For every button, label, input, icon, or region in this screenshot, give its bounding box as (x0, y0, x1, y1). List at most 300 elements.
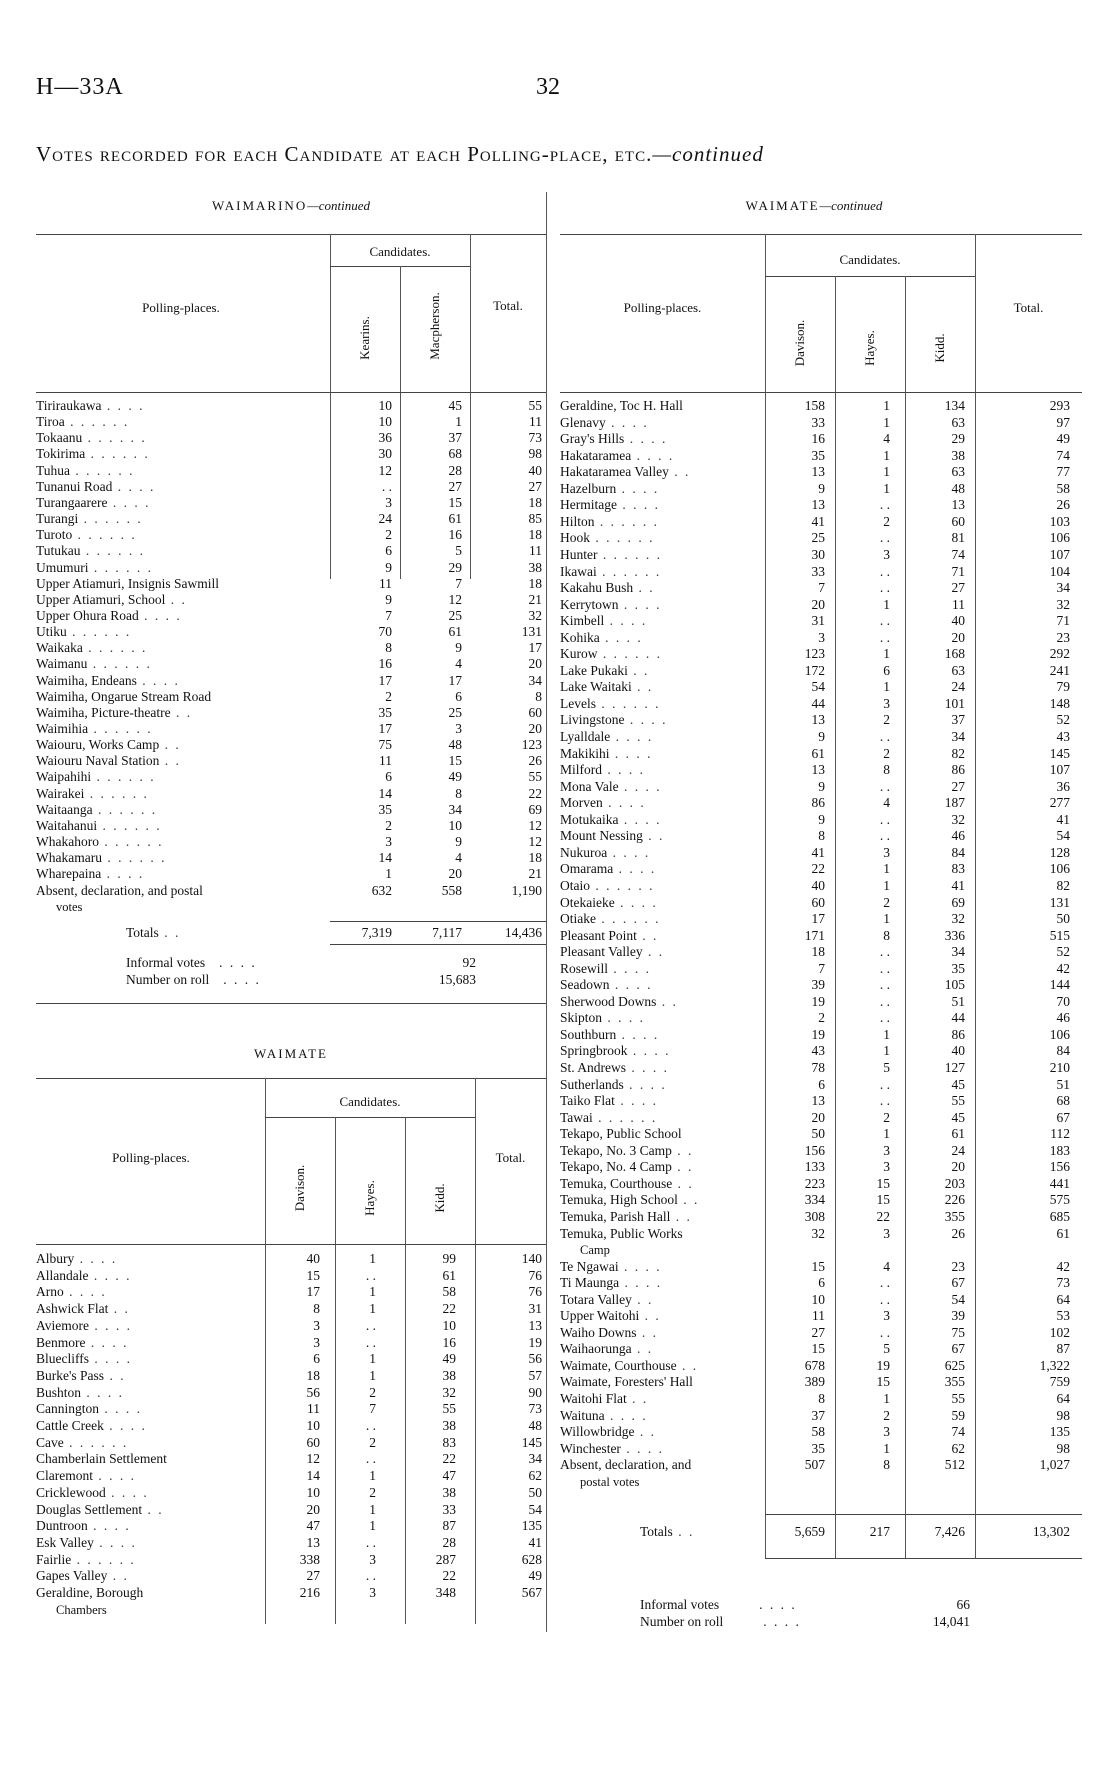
polling-place-name: Lake Waitaki . . (560, 679, 654, 695)
total-votes: 84 (1056, 1043, 1070, 1059)
kidd-votes: 27 (951, 580, 965, 596)
davison-votes: 10 (306, 1484, 320, 1500)
table-row (560, 712, 1082, 728)
table-row (36, 1368, 546, 1384)
polling-place-name: Benmore . . . . (36, 1334, 129, 1350)
polling-place-name: Otekaieke . . . . (560, 894, 658, 910)
table-row (560, 1027, 1082, 1043)
polling-place-name: Waimate, Courthouse . . (560, 1357, 699, 1373)
total-votes: 85 (528, 511, 542, 527)
macpherson-votes: 61 (448, 624, 462, 640)
kidd-votes: 105 (944, 977, 965, 993)
polling-places-header: Polling-places. (142, 300, 220, 315)
total-votes: 18 (528, 527, 542, 543)
davison-votes: 86 (811, 795, 825, 811)
polling-place-name: Utiku . . . . . . (36, 624, 132, 640)
hayes-votes: . . (365, 1418, 376, 1433)
hayes-votes: 1 (883, 414, 890, 430)
hayes-header-3: Hayes. (862, 330, 877, 366)
rule (330, 921, 546, 922)
kearins-votes: 2 (385, 527, 392, 543)
davison-votes: 13 (811, 762, 825, 778)
hayes-votes: 2 (883, 894, 890, 910)
davison-votes: 8 (313, 1301, 320, 1317)
total-votes: 17 (528, 640, 542, 656)
hayes-votes: 8 (883, 1457, 890, 1473)
kidd-votes: 35 (951, 960, 965, 976)
polling-place-name: Ikawai . . . . . . (560, 563, 662, 579)
polling-place-name: Cannington . . . . (36, 1401, 142, 1417)
kearins-votes: 7 (385, 607, 392, 623)
hayes-votes: 2 (369, 1384, 376, 1400)
kidd-votes: 47 (442, 1468, 456, 1484)
kidd-votes: 37 (951, 712, 965, 728)
page-number: 32 (536, 74, 560, 100)
hayes-votes: 22 (876, 1208, 890, 1224)
macpherson-votes: 6 (455, 688, 462, 704)
table-row (36, 1568, 546, 1584)
davison-votes: 11 (812, 1308, 825, 1324)
polling-place-name: Ashwick Flat . . (36, 1301, 130, 1317)
macpherson-votes: 10 (448, 817, 462, 833)
table-row (36, 1351, 546, 1367)
kearins-votes: 2 (385, 688, 392, 704)
kidd-votes: 63 (951, 414, 965, 430)
total-votes: 36 (1056, 778, 1070, 794)
davison-votes: 20 (811, 596, 825, 612)
total-votes: 183 (1049, 1142, 1070, 1158)
total-votes: 73 (528, 1401, 542, 1417)
total-votes: 52 (1056, 712, 1070, 728)
kidd-votes: 16 (442, 1334, 456, 1350)
kidd-votes: 49 (442, 1351, 456, 1367)
hayes-votes: . . (879, 960, 890, 976)
hayes-votes: 2 (369, 1434, 376, 1450)
hayes-votes: 1 (883, 447, 890, 463)
kidd-votes: 625 (944, 1357, 965, 1373)
total-votes: 55 (528, 769, 542, 785)
polling-place-name: Nukuroa . . . . (560, 844, 651, 860)
kearins-votes: 30 (378, 446, 392, 462)
table-row (36, 883, 546, 899)
macpherson-votes: 5 (455, 543, 462, 559)
total-votes: 12 (528, 834, 542, 850)
macpherson-votes: 1 (455, 414, 462, 430)
hayes-votes: 1 (883, 464, 890, 480)
table-row (36, 608, 546, 624)
polling-place-name: Morven . . . . (560, 795, 646, 811)
polling-place-name: Winchester . . . . (560, 1440, 664, 1456)
table-row (560, 415, 1082, 431)
hayes-votes: . . (879, 828, 890, 844)
polling-place-name: Lyalldale . . . . (560, 729, 654, 744)
kidd-votes: 63 (951, 464, 965, 480)
hayes-votes: 1 (883, 877, 890, 893)
hayes-votes: . . (879, 497, 890, 513)
hayes-votes: 2 (883, 712, 890, 728)
total-votes: 98 (1056, 1440, 1070, 1456)
total-votes: 148 (1049, 695, 1070, 711)
total-votes: 50 (1056, 911, 1070, 927)
kidd-votes: 10 (442, 1317, 456, 1333)
table-row (560, 895, 1082, 911)
table-row (560, 398, 1082, 414)
polling-place-name: Tiriraukawa . . . . (36, 398, 145, 413)
hayes-votes: . . (879, 1291, 890, 1307)
hayes-votes: . . (365, 1534, 376, 1550)
polling-place-name: Temuka, Parish Hall . . (560, 1208, 692, 1224)
table-row (560, 845, 1082, 861)
total-votes: 685 (1049, 1208, 1070, 1224)
total-votes: 69 (528, 801, 542, 817)
polling-place-name: Springbrook . . . . (560, 1043, 671, 1059)
davison-votes: 15 (811, 1258, 825, 1274)
macpherson-votes: 45 (448, 398, 462, 413)
davison-votes: 22 (811, 861, 825, 877)
polling-place-name: Upper Ohura Road . . . . (36, 607, 182, 623)
total-votes: 41 (1056, 811, 1070, 827)
davison-votes: 12 (306, 1451, 320, 1467)
hayes-votes: 8 (883, 762, 890, 778)
hayes-votes: . . (365, 1317, 376, 1333)
kidd-votes: 39 (951, 1308, 965, 1324)
hayes-votes: 1 (369, 1501, 376, 1517)
table-row (36, 834, 546, 850)
polling-place-name: Gray's Hills . . . . (560, 431, 668, 447)
polling-place-name: Kurow . . . . . . (560, 646, 662, 662)
davison-votes: 172 (804, 662, 825, 678)
total-votes: 74 (1056, 447, 1070, 463)
polling-place-name: Skipton . . . . (560, 1010, 646, 1026)
total-votes: 55 (528, 398, 542, 413)
hayes-votes: . . (879, 613, 890, 629)
kidd-votes: 34 (951, 944, 965, 960)
hayes-votes: . . (879, 1093, 890, 1109)
kidd-votes: 83 (951, 861, 965, 877)
kidd-votes: 23 (951, 1258, 965, 1274)
total-votes: 241 (1049, 662, 1070, 678)
hayes-votes: 6 (883, 662, 890, 678)
davison-votes: 3 (313, 1317, 320, 1333)
total-votes: 98 (528, 446, 542, 462)
kearins-votes: 6 (385, 769, 392, 785)
polling-place-name: Upper Waitohi . . (560, 1308, 661, 1324)
davison-votes: 47 (306, 1518, 320, 1534)
kidd-votes: 20 (951, 629, 965, 645)
total-votes: 32 (1056, 596, 1070, 612)
davison-votes: 37 (811, 1407, 825, 1423)
polling-place-name: Turoto . . . . . . (36, 527, 137, 543)
davison-votes: 9 (818, 778, 825, 794)
table-row (560, 729, 1082, 745)
polling-place-name: Livingstone . . . . (560, 712, 668, 728)
davison-votes: 35 (811, 1440, 825, 1456)
hayes-votes: 1 (883, 596, 890, 612)
kidd-votes: 55 (951, 1391, 965, 1406)
rule (36, 392, 546, 393)
polling-place-name: Hunter . . . . . . (560, 546, 662, 562)
total-votes: 11 (529, 414, 542, 430)
polling-place-name: Tunanui Road . . . . (36, 478, 156, 494)
kidd-votes: 22 (442, 1301, 456, 1317)
table-row (36, 1502, 546, 1518)
kidd-votes: 99 (442, 1251, 456, 1266)
table-row (36, 1535, 546, 1551)
rule (36, 1003, 546, 1004)
davison-votes: 41 (811, 844, 825, 860)
total-votes: 31 (528, 1301, 542, 1317)
kidd-votes: 134 (944, 398, 965, 413)
kidd-votes: 54 (951, 1291, 965, 1307)
total-votes: 567 (521, 1585, 542, 1600)
polling-place-name: Upper Atiamuri, Insignis Sawmill (36, 575, 219, 591)
macpherson-votes: 49 (448, 769, 462, 785)
polling-place-name: Temuka, Public Works (560, 1225, 683, 1241)
kidd-votes: 61 (442, 1267, 456, 1283)
total-votes: 759 (1049, 1374, 1070, 1390)
table-row (560, 828, 1082, 844)
polling-place-name: Tokaanu . . . . . . (36, 430, 147, 446)
polling-place-name: Ti Maunga . . . . (560, 1275, 663, 1291)
hayes-votes: 19 (876, 1357, 890, 1373)
kidd-votes: 59 (951, 1407, 965, 1423)
total-votes: 103 (1049, 513, 1070, 529)
hayes-votes: 1 (369, 1251, 376, 1266)
table-row (36, 1268, 546, 1284)
total-votes: 106 (1049, 530, 1070, 546)
table-row (36, 721, 546, 737)
polling-place-name: Waimiha, Endeans . . . . (36, 672, 180, 688)
polling-place-name: Turangaarere . . . . (36, 494, 151, 510)
polling-place-name: Motukaika . . . . (560, 811, 662, 827)
hayes-votes: . . (365, 1451, 376, 1467)
rule (765, 1558, 1082, 1559)
macpherson-votes: 3 (455, 721, 462, 736)
kidd-votes: 82 (951, 745, 965, 761)
polling-place-name: Otaio . . . . . . (560, 877, 655, 893)
davison-votes: 171 (804, 927, 825, 943)
kearins-votes: 24 (378, 511, 392, 527)
table-row (560, 497, 1082, 513)
total-votes: 292 (1049, 646, 1070, 662)
davison-votes: 2 (818, 1010, 825, 1026)
total-votes: 98 (1056, 1407, 1070, 1423)
polling-place-name: Willowbridge . . (560, 1424, 656, 1440)
hayes-votes: 1 (883, 1026, 890, 1042)
kidd-header: Kidd. (432, 1183, 447, 1213)
kidd-votes: 55 (951, 1093, 965, 1109)
davison-votes: 41 (811, 513, 825, 529)
total-votes: 140 (521, 1251, 542, 1266)
kidd-votes: 32 (442, 1384, 456, 1400)
hayes-votes: 2 (883, 1407, 890, 1423)
total-votes: 48 (528, 1418, 542, 1433)
kidd-votes: 41 (951, 877, 965, 893)
total-votes: 135 (521, 1518, 542, 1534)
davison-votes: 10 (306, 1418, 320, 1433)
table-row (560, 1093, 1082, 1109)
davison-votes: 20 (306, 1501, 320, 1517)
total-votes: 60 (528, 704, 542, 720)
waimate-continued-title: WAIMATE—continued (745, 198, 883, 213)
hayes-votes: 1 (883, 911, 890, 927)
davison-votes: 18 (811, 944, 825, 960)
davison-votes: 35 (811, 447, 825, 463)
total-votes: 97 (1056, 414, 1070, 430)
column-divider (546, 192, 547, 1632)
table-row (560, 928, 1082, 944)
polling-place-name: Tokirima . . . . . . (36, 446, 150, 462)
hayes-votes: . . (879, 1275, 890, 1291)
table-row (36, 656, 546, 672)
candidates-header: Candidates. (369, 244, 431, 259)
kearins-votes: 9 (385, 559, 392, 575)
table-row (36, 753, 546, 769)
table-row (560, 994, 1082, 1010)
total-votes: 43 (1056, 729, 1070, 744)
polling-place-name: Pleasant Point . . (560, 927, 659, 943)
hayes-votes: 15 (876, 1175, 890, 1191)
candidates-header-3: Candidates. (839, 252, 901, 267)
kearins-votes: 17 (378, 721, 392, 736)
rule (36, 1078, 546, 1079)
kidd-votes: 287 (435, 1551, 456, 1567)
table-row (560, 1374, 1082, 1390)
table-row (560, 1126, 1082, 1142)
total-votes: 42 (1056, 960, 1070, 976)
macpherson-votes: 4 (455, 656, 462, 672)
polling-place-name: Waipahihi . . . . . . (36, 769, 156, 785)
total-votes: 26 (1056, 497, 1070, 513)
polling-place-name: Tekapo, No. 3 Camp . . (560, 1142, 694, 1158)
table-row (560, 1441, 1082, 1457)
polling-place-name: Mount Nessing . . (560, 828, 665, 844)
polling-place-name: Hermitage . . . . (560, 497, 660, 513)
hayes-votes: . . (879, 629, 890, 645)
kidd-votes: 87 (442, 1518, 456, 1534)
table-row (560, 1010, 1082, 1026)
kearins-votes: 3 (385, 494, 392, 510)
kidd-votes: 26 (951, 1225, 965, 1241)
hayes-votes: 3 (883, 695, 890, 711)
polling-place-name: Umumuri . . . . . . (36, 559, 153, 575)
total-votes: 145 (1049, 745, 1070, 761)
polling-place-name: Geraldine, Borough (36, 1585, 144, 1600)
kidd-votes: 74 (951, 546, 965, 562)
total-votes: 107 (1049, 546, 1070, 562)
kearins-votes: 36 (378, 430, 392, 446)
table-row (36, 673, 546, 689)
hayes-votes: 2 (883, 513, 890, 529)
kidd-votes: 32 (951, 911, 965, 927)
table-row (560, 878, 1082, 894)
davison-votes: 8 (818, 828, 825, 844)
davison-votes: 13 (811, 712, 825, 728)
table-row (560, 597, 1082, 613)
total-votes: 13 (528, 1317, 542, 1333)
kidd-votes: 24 (951, 1142, 965, 1158)
polling-place-name: Claremont . . . . (36, 1468, 136, 1484)
total-votes: 34 (528, 672, 542, 688)
hayes-votes: . . (879, 563, 890, 579)
polling-place-name: Fairlie . . . . . . (36, 1551, 136, 1567)
table-row (36, 1251, 546, 1267)
table-row (560, 1308, 1082, 1324)
table-row (560, 1192, 1082, 1208)
kidd-votes: 84 (951, 844, 965, 860)
davison-votes: 44 (811, 695, 825, 711)
davison-votes: 10 (811, 1291, 825, 1307)
polling-place-name: Waimate, Foresters' Hall (560, 1374, 693, 1390)
rule (330, 944, 546, 945)
kidd-votes: 62 (951, 1440, 965, 1456)
davison-votes: 15 (306, 1267, 320, 1283)
hayes-votes: 1 (883, 861, 890, 877)
hayes-votes: 15 (876, 1374, 890, 1390)
total-votes: 145 (521, 1434, 542, 1450)
polling-place-name: Hakataramea Valley . . (560, 464, 691, 480)
total-votes: 79 (1056, 679, 1070, 695)
polling-place-name: Wharepaina . . . . (36, 866, 145, 882)
total-votes: 41 (528, 1534, 542, 1550)
macpherson-votes: 34 (448, 801, 462, 817)
davison-votes: 6 (818, 1275, 825, 1291)
table-row (560, 1275, 1082, 1291)
kearins-votes: 17 (378, 672, 392, 688)
total-votes: 34 (1056, 580, 1070, 596)
macpherson-votes: 37 (448, 430, 462, 446)
polling-place-name: Sherwood Downs . . (560, 993, 678, 1009)
total-votes: 49 (528, 1568, 542, 1584)
davison-votes: 60 (811, 894, 825, 910)
kearins-votes: 14 (378, 850, 392, 866)
table-row (560, 663, 1082, 679)
kidd-votes: 203 (944, 1175, 965, 1191)
table-row (36, 689, 546, 705)
total-votes: 128 (1049, 844, 1070, 860)
davison-votes: 338 (299, 1551, 320, 1567)
kidd-votes: 355 (944, 1374, 965, 1390)
kidd-votes: 33 (442, 1501, 456, 1517)
polling-place-name: Makikihi . . . . (560, 745, 653, 761)
macpherson-votes: 27 (448, 478, 462, 494)
kearins-votes: 1 (385, 866, 392, 882)
kidd-votes: 45 (951, 1076, 965, 1092)
table-row (36, 479, 546, 495)
kearins-votes: 75 (378, 737, 392, 753)
table-row (560, 1457, 1082, 1473)
polling-place-name: postal votes (580, 1474, 640, 1489)
davison-votes: 7 (818, 960, 825, 976)
davison-votes: 158 (804, 398, 825, 413)
total-votes: 277 (1049, 795, 1070, 811)
kidd-votes: 58 (442, 1284, 456, 1300)
total-votes: 106 (1049, 1026, 1070, 1042)
kidd-votes: 61 (951, 1126, 965, 1142)
davison-votes: 18 (306, 1367, 320, 1383)
davison-votes: 11 (307, 1401, 320, 1417)
davison-votes: 123 (804, 646, 825, 662)
davison-votes: 17 (306, 1284, 320, 1300)
table-row (560, 696, 1082, 712)
davison-votes: 9 (818, 480, 825, 496)
hayes-votes: 1 (883, 1126, 890, 1142)
polling-place-name: Wairakei . . . . . . (36, 785, 149, 801)
davison-votes: 13 (811, 497, 825, 513)
table-row (560, 795, 1082, 811)
table-row (560, 944, 1082, 960)
polling-place-name: Hilton . . . . . . (560, 513, 660, 529)
